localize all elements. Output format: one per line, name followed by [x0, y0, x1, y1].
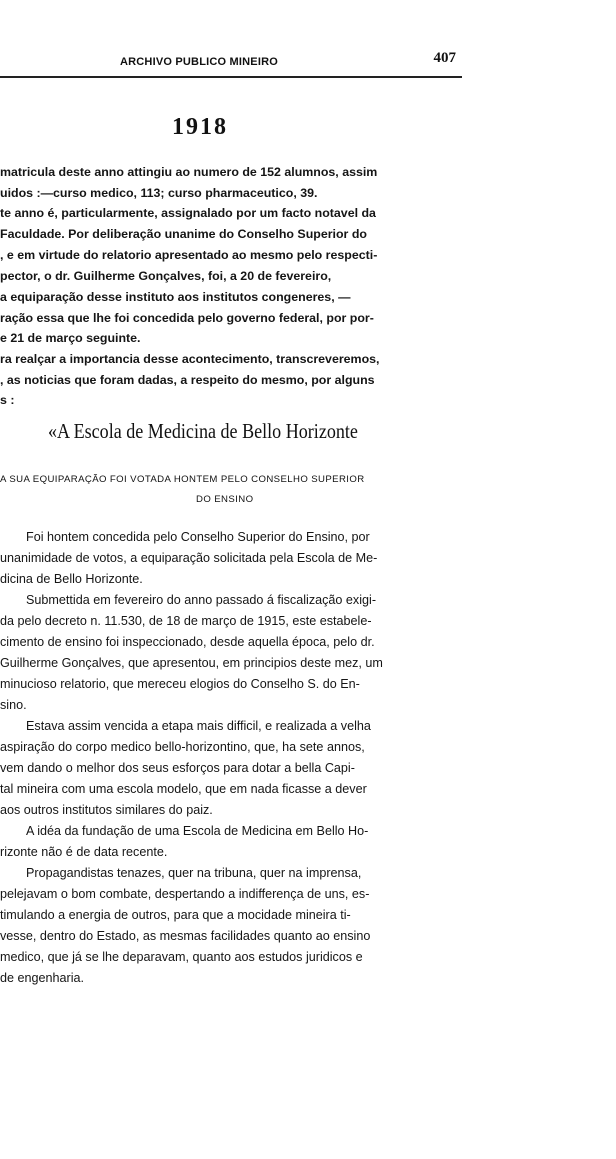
text-line: rizonte não é de data recente. — [0, 845, 168, 859]
page-number: 407 — [433, 50, 456, 66]
text-line: aspiração do corpo medico bello-horizontino, que, ha sete annos, — [0, 740, 365, 754]
text-line: da pelo decreto n. 11.530, de 18 de março de 1915, este estabele- — [0, 614, 372, 628]
text-line: vem dando o melhor dos seus esforços para dotar a bella Capi- — [0, 761, 355, 775]
text-line: unanimidade de votos, a equiparação solicitada pela Escola de Me- — [0, 551, 378, 565]
text-line: Foi hontem concedida pelo Conselho Superior do Ensino, por — [26, 530, 370, 544]
text-line: Submettida em fevereiro do anno passado á fiscalização exigi- — [26, 593, 377, 607]
text-line: A idéa da fundação de uma Escola de Medicina em Bello Ho- — [26, 824, 369, 838]
text-line: matricula deste anno attingiu ao numero de 152 alumnos, assim — [0, 165, 378, 179]
section-year: 1918 — [172, 114, 228, 140]
text-line: pelejavam o bom combate, despertando a indifferença de uns, es- — [0, 887, 370, 901]
text-line: de engenharia. — [0, 971, 85, 985]
article-subheading-line: DO ENSINO — [196, 494, 254, 505]
text-line: Propagandistas tenazes, quer na tribuna, quer na imprensa, — [26, 866, 362, 880]
text-line: ra realçar a importancia desse acontecimento, transcreveremos, — [0, 352, 380, 366]
text-line: Faculdade. Por deliberação unanime do Conselho Superior do — [0, 227, 367, 241]
text-line: dicina de Bello Horizonte. — [0, 572, 143, 586]
text-line: sino. — [0, 698, 27, 712]
running-head — [120, 50, 462, 74]
text-line: cimento de ensino foi inspeccionado, desde aquella época, pelo dr. — [0, 635, 375, 649]
text-line: medico, que já se lhe deparavam, quanto aos estudos juridicos e — [0, 950, 363, 964]
text-line: te anno é, particularmente, assignalado por um facto notavel da — [0, 206, 376, 220]
text-line: uidos :—curso medico, 113; curso pharmaceutico, 39. — [0, 186, 318, 200]
text-line: e 21 de março seguinte. — [0, 331, 141, 345]
text-line: Guilherme Gonçalves, que apresentou, em principios deste mez, um — [0, 656, 383, 670]
text-line: Estava assim vencida a etapa mais difficil, e realizada a velha — [26, 719, 371, 733]
text-line: s : — [0, 393, 15, 407]
article-subheading-line: A SUA EQUIPARAÇÃO FOI VOTADA HONTEM PELO CONSELHO SUPERIOR — [0, 474, 365, 485]
text-line: tal mineira com uma escola modelo, que em nada ficasse a dever — [0, 782, 367, 796]
running-title: ARCHIVO PUBLICO MINEIRO — [120, 56, 278, 68]
text-line: , e em virtude do relatorio apresentado ao mesmo pelo respecti- — [0, 248, 378, 262]
text-line: a equiparação desse instituto aos institutos congeneres, — — [0, 290, 351, 304]
article-heading: «A Escola de Medicina de Bello Horizonte — [48, 419, 358, 443]
text-line: vesse, dentro do Estado, as mesmas facilidades quanto ao ensino — [0, 929, 371, 943]
text-line: pector, o dr. Guilherme Gonçalves, foi, a 20 de fevereiro, — [0, 269, 332, 283]
text-line: minucioso relatorio, que mereceu elogios do Conselho S. do En- — [0, 677, 360, 691]
text-line: aos outros institutos similares do paiz. — [0, 803, 213, 817]
text-line: timulando a energia de outros, para que a mocidade mineira ti- — [0, 908, 351, 922]
text-line: ração essa que lhe foi concedida pelo governo federal, por por- — [0, 311, 374, 325]
text-line: , as noticias que foram dadas, a respeito do mesmo, por alguns — [0, 373, 375, 387]
header-rule — [0, 76, 462, 78]
